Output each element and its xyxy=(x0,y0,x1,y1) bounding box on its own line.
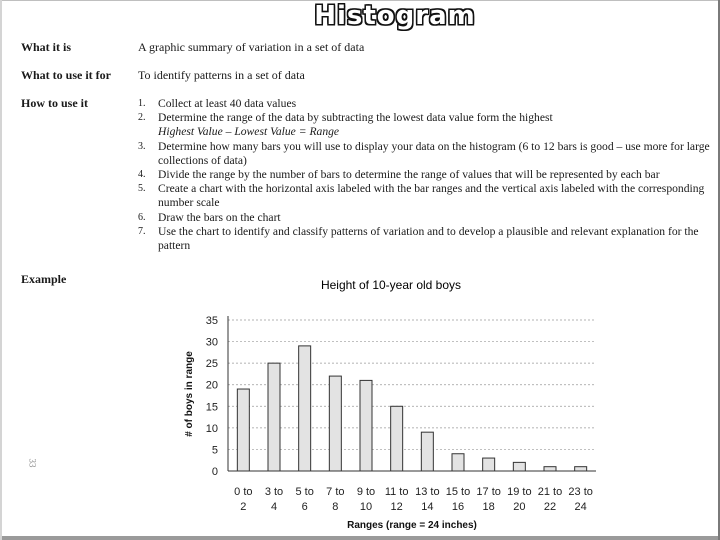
x-tick-label: 16 xyxy=(451,501,465,513)
x-tick-label: 11 to xyxy=(384,486,409,498)
step-number: 7. xyxy=(138,225,146,237)
y-tick-labels xyxy=(206,315,218,478)
page-title: Histogram xyxy=(314,1,476,31)
y-tick-label: 30 xyxy=(205,336,218,349)
x-tick-label: 8 xyxy=(332,501,339,513)
step-text: Collect at least 40 data values xyxy=(158,97,297,110)
step-text: Draw the bars on the chart xyxy=(158,210,281,224)
range-formula: Highest Value – Lowest Value = Range xyxy=(158,125,340,139)
margin-mark: 33 xyxy=(27,458,38,468)
x-tick-label: 23 to xyxy=(568,486,593,498)
step-item xyxy=(138,225,714,253)
bar xyxy=(299,346,311,471)
step-number: 6. xyxy=(138,211,146,223)
step-text: Use the chart to identify and classify patterns of variation and to develop a plausible and relevant explanation for the pattern xyxy=(158,224,699,253)
bar xyxy=(483,458,495,471)
step-text: Divide the range by the number of bars to determine the range of values that will be represented by each bar xyxy=(158,168,660,182)
step-number: 4. xyxy=(138,169,146,181)
x-tick-label: 4 xyxy=(270,501,278,513)
what-it-is-label: What it is xyxy=(21,40,72,54)
histogram-chart xyxy=(176,270,616,536)
y-axis-label: # of boys in range xyxy=(184,351,195,437)
step-item xyxy=(138,182,714,210)
step-item xyxy=(138,168,714,182)
x-tick-label: 3 to xyxy=(264,486,284,498)
x-tick-label: 10 xyxy=(359,501,373,513)
step-number: 2. xyxy=(138,112,146,124)
step-item xyxy=(138,211,714,225)
step-item xyxy=(138,97,714,111)
bar xyxy=(360,380,372,471)
x-tick-label: 0 to xyxy=(234,486,253,498)
step-text: Determine the range of the data by subtracting the lowest data value form the highest xyxy=(158,111,553,125)
x-tick-labels xyxy=(234,486,593,513)
bars xyxy=(237,346,586,471)
example-label: Example xyxy=(21,272,67,286)
y-tick-label: 20 xyxy=(205,379,218,392)
y-tick-label: 0 xyxy=(211,466,218,478)
bar xyxy=(391,406,403,471)
x-tick-label: 17 to xyxy=(476,486,501,498)
bar xyxy=(544,467,556,471)
x-tick-label: 7 to xyxy=(326,486,345,498)
gridlines xyxy=(228,320,596,449)
bar xyxy=(452,454,464,471)
x-tick-label: 12 xyxy=(390,501,403,513)
x-tick-label: 6 xyxy=(301,501,308,513)
y-tick-label: 10 xyxy=(205,422,218,435)
x-tick-label: 2 xyxy=(240,501,247,513)
x-tick-label: 13 to xyxy=(415,486,440,498)
bar xyxy=(329,376,341,471)
x-tick-label: 18 xyxy=(482,501,495,513)
step-text: Determine how many bars you will use to display your data on the histogram (6 to 12 bars is good – use more for large collections of data) xyxy=(158,139,710,167)
what-it-is-text: A graphic summary of variation in a set of data xyxy=(138,40,365,54)
step-number: 3. xyxy=(138,140,146,152)
x-axis-label: Ranges (range = 24 inches) xyxy=(347,520,477,531)
page-edge-bottom xyxy=(0,536,720,540)
bar xyxy=(513,462,525,471)
step-number: 1. xyxy=(138,98,146,109)
x-tick-label: 9 to xyxy=(356,486,376,498)
page-edge-left xyxy=(0,0,2,540)
steps-list xyxy=(138,97,714,253)
step-text: Create a chart with the horizontal axis labeled with the bar ranges and the vertical axis labeled with the corresponding number scale xyxy=(158,182,705,210)
x-tick-label: 19 to xyxy=(507,486,532,498)
histogram-svg xyxy=(176,270,616,536)
step-item xyxy=(138,111,714,139)
bar xyxy=(421,432,433,471)
x-tick-label: 5 to xyxy=(295,486,314,498)
how-to-use-label: How to use it xyxy=(21,96,88,110)
what-to-use-text: To identify patterns in a set of data xyxy=(138,68,305,82)
step-number: 5. xyxy=(138,183,146,195)
x-tick-label: 21 to xyxy=(537,486,563,498)
x-tick-label: 14 xyxy=(421,501,434,513)
y-tick-label: 15 xyxy=(205,401,218,414)
x-tick-label: 22 xyxy=(543,501,557,513)
x-tick-label: 20 xyxy=(513,501,526,513)
y-tick-label: 5 xyxy=(211,444,218,457)
step-item xyxy=(138,140,714,168)
chart-title: Height of 10-year old boys xyxy=(320,278,462,292)
axes xyxy=(228,316,596,471)
y-tick-label: 25 xyxy=(205,358,218,371)
x-tick-label: 24 xyxy=(574,501,587,513)
bar xyxy=(268,363,280,471)
bar xyxy=(237,389,249,471)
y-tick-label: 35 xyxy=(205,315,218,327)
bar xyxy=(575,467,587,471)
what-to-use-label: What to use it for xyxy=(21,68,111,82)
x-tick-label: 15 to xyxy=(445,486,471,498)
